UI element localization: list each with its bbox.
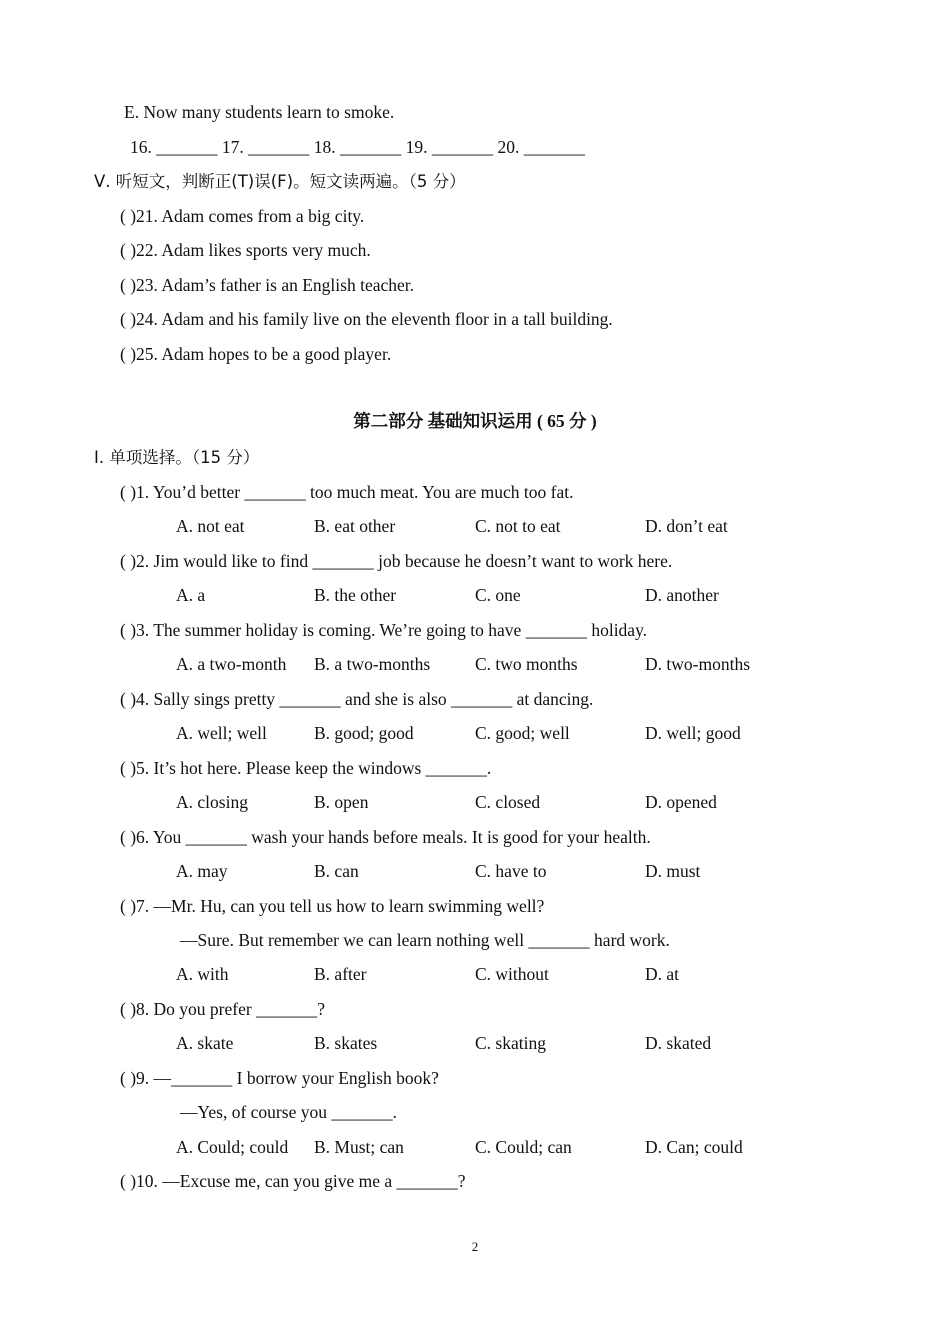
option-c: C. two months xyxy=(475,654,578,674)
answer-blanks-16-20: 16. _______ 17. _______ 18. _______ 19. _______ 20. _______ xyxy=(130,137,585,157)
section-5-heading: Ⅴ. 听短文，判断正(T)误(F)。短文读两遍。（5 分） xyxy=(94,172,466,191)
option-d: D. at xyxy=(645,964,680,984)
option-b: B. open xyxy=(314,792,369,812)
option-a: A. skate xyxy=(176,1033,234,1053)
question-7-stem: ( )7. —Mr. Hu, can you tell us how to learn swimming well? xyxy=(120,896,545,916)
option-c: C. not to eat xyxy=(475,516,561,536)
option-c: C. Could; can xyxy=(475,1137,572,1157)
question-1-options xyxy=(0,515,800,537)
question-1-stem: ( )1. You’d better _______ too much meat. You are much too fat. xyxy=(120,482,574,502)
option-c: C. closed xyxy=(475,792,541,812)
option-d: D. don’t eat xyxy=(645,516,728,536)
option-a: A. with xyxy=(176,964,229,984)
option-a: A. a two-month xyxy=(176,654,287,674)
question-10-stem: ( )10. —Excuse me, can you give me a _______? xyxy=(120,1171,466,1191)
question-3-stem: ( )3. The summer holiday is coming. We’re going to have _______ holiday. xyxy=(120,620,648,640)
option-d: D. another xyxy=(645,585,719,605)
question-9-reply: —Yes, of course you _______. xyxy=(180,1102,397,1122)
option-b: B. can xyxy=(314,861,359,881)
option-d: D. Can; could xyxy=(645,1137,743,1157)
tf-item-22: ( )22. Adam likes sports very much. xyxy=(120,240,371,260)
option-d: D. must xyxy=(645,861,701,881)
option-b: B. eat other xyxy=(314,516,396,536)
question-6-stem: ( )6. You _______ wash your hands before meals. It is good for your health. xyxy=(120,827,651,847)
option-c: C. have to xyxy=(475,861,547,881)
option-a: A. a xyxy=(176,585,206,605)
section-1-heading: Ⅰ. 单项选择。（15 分） xyxy=(94,448,260,467)
option-d: D. opened xyxy=(645,792,717,812)
tf-item-24: ( )24. Adam and his family live on the eleventh floor in a tall building. xyxy=(120,309,613,329)
option-a: A. not eat xyxy=(176,516,245,536)
question-5-options xyxy=(0,791,800,813)
question-9-stem: ( )9. —_______ I borrow your English book? xyxy=(120,1068,439,1088)
option-c: C. without xyxy=(475,964,549,984)
question-8-stem: ( )8. Do you prefer _______? xyxy=(120,999,326,1019)
option-d: D. skated xyxy=(645,1033,712,1053)
option-b: B. a two-months xyxy=(314,654,431,674)
option-b: B. the other xyxy=(314,585,397,605)
option-b: B. Must; can xyxy=(314,1137,404,1157)
option-b: B. skates xyxy=(314,1033,378,1053)
option-c: C. skating xyxy=(475,1033,546,1053)
question-3-options xyxy=(0,653,800,675)
question-8-options xyxy=(0,1032,800,1054)
option-a: A. closing xyxy=(176,792,248,812)
question-4-options xyxy=(0,722,800,744)
question-4-stem: ( )4. Sally sings pretty _______ and she is also _______ at dancing. xyxy=(120,689,594,709)
question-6-options xyxy=(0,860,800,882)
question-7-options xyxy=(0,963,800,985)
tf-item-21: ( )21. Adam comes from a big city. xyxy=(120,206,365,226)
option-e: E. Now many students learn to smoke. xyxy=(124,102,395,122)
option-a: A. may xyxy=(176,861,228,881)
option-b: B. after xyxy=(314,964,367,984)
question-5-stem: ( )5. It’s hot here. Please keep the windows _______. xyxy=(120,758,492,778)
option-a: A. well; well xyxy=(176,723,267,743)
option-b: B. good; good xyxy=(314,723,414,743)
question-2-options xyxy=(0,584,800,606)
option-c: C. one xyxy=(475,585,521,605)
part-2-title: 第二部分 基础知识运用 ( 65 分 ) xyxy=(353,411,597,431)
option-d: D. well; good xyxy=(645,723,741,743)
tf-item-23: ( )23. Adam’s father is an English teacher. xyxy=(120,275,415,295)
tf-item-25: ( )25. Adam hopes to be a good player. xyxy=(120,344,392,364)
question-2-stem: ( )2. Jim would like to find _______ job because he doesn’t want to work here. xyxy=(120,551,673,571)
page-number: 2 xyxy=(471,1239,479,1254)
question-7-reply: —Sure. But remember we can learn nothing well _______ hard work. xyxy=(180,930,670,950)
option-c: C. good; well xyxy=(475,723,570,743)
option-a: A. Could; could xyxy=(176,1137,289,1157)
question-9-options xyxy=(0,1136,800,1158)
option-d: D. two-months xyxy=(645,654,750,674)
